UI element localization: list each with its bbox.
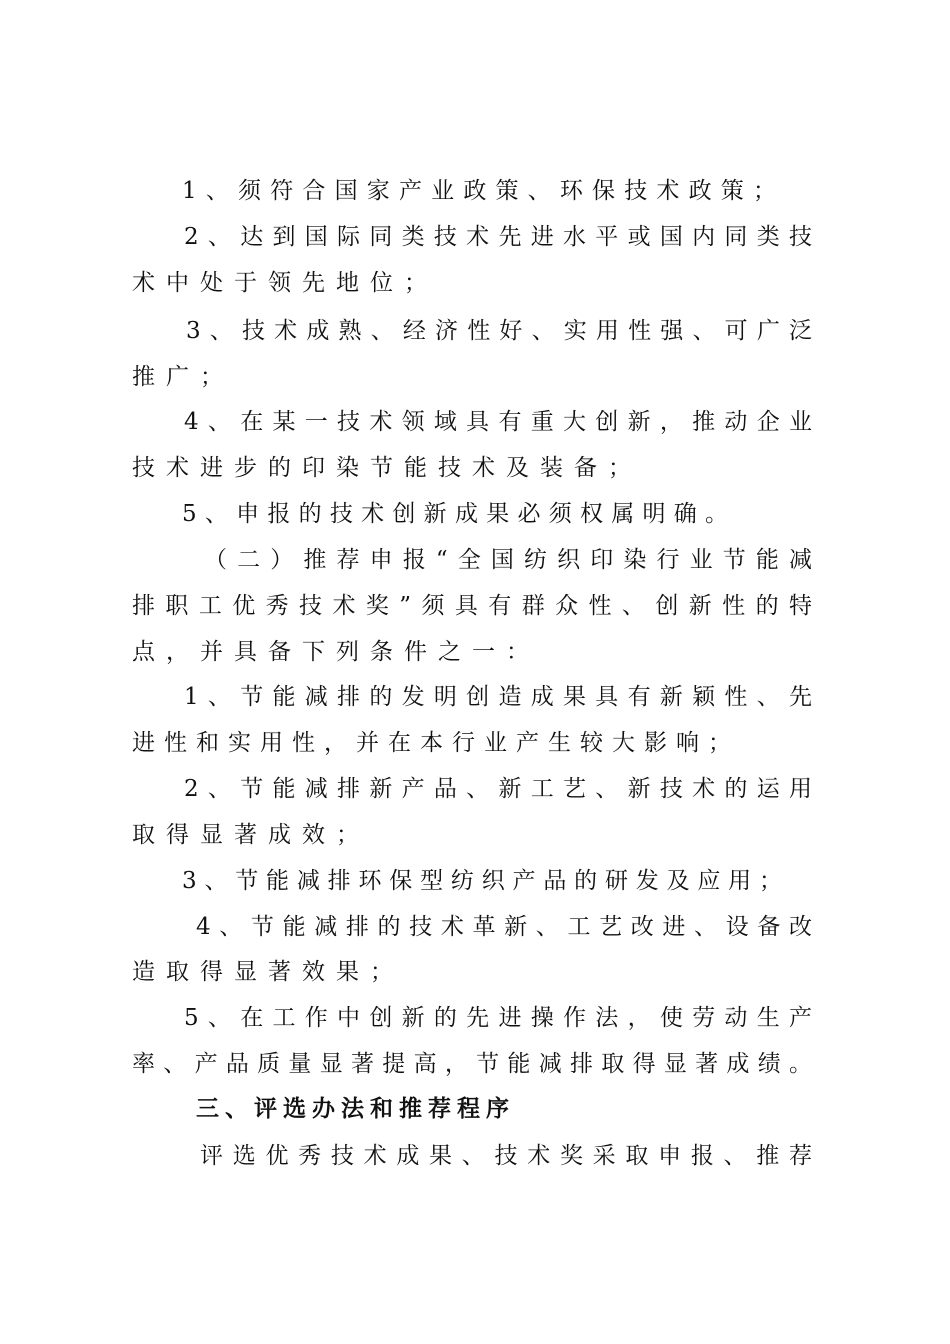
criteria1-item-5: 5、申报的技术创新成果必须权属明确。 (182, 501, 728, 527)
criteria1-item-3-line-2: 推广； (132, 364, 234, 390)
section2-item-2-line-2: 取得显著成效； (132, 822, 370, 848)
section2-item-4-line-1: 4、节能减排的技术革新、工艺改进、设备改 (196, 914, 812, 940)
criteria1-item-3-line-1: 3、技术成熟、经济性好、实用性强、可广泛 (186, 318, 812, 344)
criteria1-item-4-line-2: 技术进步的印染节能技术及装备； (132, 455, 642, 481)
criteria1-item-2-line-1: 2、达到国际同类技术先进水平或国内同类技 (184, 224, 812, 250)
section2-intro-line-2: 排职工优秀技术奖”须具有群众性、创新性的特 (132, 593, 812, 619)
section2-item-3: 3、节能减排环保型纺织产品的研发及应用； (182, 868, 782, 894)
criteria1-item-4-line-1: 4、在某一技术领域具有重大创新，推动企业 (184, 409, 812, 435)
section2-intro-line-3: 点，并具备下列条件之一： (132, 639, 540, 665)
section2-intro-line-1: （二）推荐申报“全国纺织印染行业节能减 (204, 547, 812, 573)
section2-item-1-line-1: 1、节能减排的发明创造成果具有新颖性、先 (184, 684, 812, 710)
criteria1-item-2-line-2: 术中处于领先地位； (132, 270, 438, 296)
section2-item-4-line-2: 造取得显著效果； (132, 959, 404, 985)
section2-item-5-line-1: 5、在工作中创新的先进操作法，使劳动生产 (184, 1005, 812, 1031)
criteria1-item-1: 1、须符合国家产业政策、环保技术政策； (182, 178, 776, 204)
section3-paragraph-line-1: 评选优秀技术成果、技术奖采取申报、推荐 (200, 1143, 812, 1169)
section3-heading: 三、评选办法和推荐程序 (196, 1096, 515, 1122)
section2-item-1-line-2: 进性和实用性，并在本行业产生较大影响； (132, 730, 740, 756)
section2-item-2-line-1: 2、节能减排新产品、新工艺、新技术的运用 (184, 776, 812, 802)
section2-item-5-line-2: 率、产品质量显著提高，节能减排取得显著成绩。 (132, 1051, 812, 1077)
